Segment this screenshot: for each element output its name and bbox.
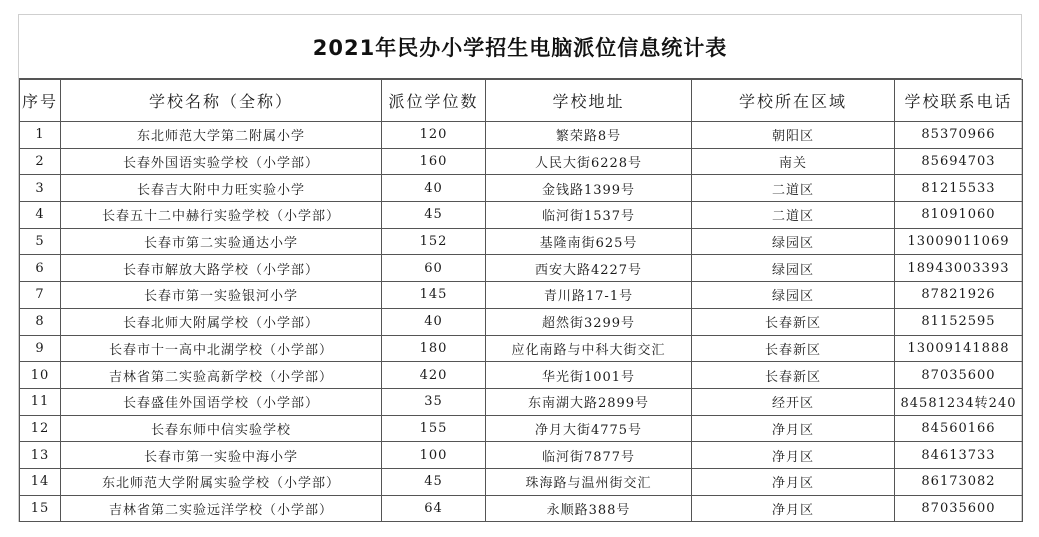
phone-cell: 86173082 (895, 468, 1023, 495)
table-row (20, 388, 1023, 415)
header-address: 学校地址 (486, 80, 692, 122)
phone-cell: 18943003393 (895, 255, 1023, 282)
phone-cell: 84613733 (895, 442, 1023, 469)
seats-cell: 40 (382, 308, 486, 335)
table-row (20, 468, 1023, 495)
school-name-cell: 长春市解放大路学校（小学部） (61, 255, 382, 282)
table-row (20, 175, 1023, 202)
district-cell: 朝阳区 (692, 122, 895, 149)
table-title: 2021年民办小学招生电脑派位信息统计表 (312, 35, 728, 60)
table-row (20, 362, 1023, 389)
school-name-cell: 吉林省第二实验高新学校（小学部） (61, 362, 382, 389)
address-cell: 人民大街6228号 (486, 148, 692, 175)
district-cell: 长春新区 (692, 308, 895, 335)
seats-cell: 35 (382, 388, 486, 415)
header-district: 学校所在区域 (692, 80, 895, 122)
row-number-cell: 10 (20, 362, 61, 389)
table-row (20, 308, 1023, 335)
table-row (20, 442, 1023, 469)
seats-cell: 60 (382, 255, 486, 282)
table-row (20, 415, 1023, 442)
district-cell: 长春新区 (692, 335, 895, 362)
school-name-cell: 长春市十一高中北湖学校（小学部） (61, 335, 382, 362)
table-row (20, 335, 1023, 362)
address-cell: 应化南路与中科大街交汇 (486, 335, 692, 362)
seats-cell: 120 (382, 122, 486, 149)
district-cell: 南关 (692, 148, 895, 175)
address-cell: 临河街1537号 (486, 202, 692, 229)
district-cell: 绿园区 (692, 255, 895, 282)
seats-cell: 100 (382, 442, 486, 469)
district-cell: 经开区 (692, 388, 895, 415)
school-name-cell: 长春外国语实验学校（小学部） (61, 148, 382, 175)
seats-cell: 420 (382, 362, 486, 389)
seats-cell: 160 (382, 148, 486, 175)
district-cell: 长春新区 (692, 362, 895, 389)
address-cell: 临河街7877号 (486, 442, 692, 469)
phone-cell: 85694703 (895, 148, 1023, 175)
district-cell: 净月区 (692, 415, 895, 442)
address-cell: 超然街3299号 (486, 308, 692, 335)
school-name-cell: 东北师范大学附属实验学校（小学部） (61, 468, 382, 495)
address-cell: 青川路17-1号 (486, 282, 692, 309)
seats-cell: 64 (382, 495, 486, 522)
seats-cell: 145 (382, 282, 486, 309)
district-cell: 净月区 (692, 468, 895, 495)
row-number-cell: 4 (20, 202, 61, 229)
row-number-cell: 1 (20, 122, 61, 149)
table-body (20, 122, 1023, 522)
phone-cell: 85370966 (895, 122, 1023, 149)
school-name-cell: 东北师范大学第二附属小学 (61, 122, 382, 149)
header-school-name: 学校名称（全称） (61, 80, 382, 122)
address-cell: 西安大路4227号 (486, 255, 692, 282)
row-number-cell: 11 (20, 388, 61, 415)
header-seats: 派位学位数 (382, 80, 486, 122)
row-number-cell: 2 (20, 148, 61, 175)
row-number-cell: 9 (20, 335, 61, 362)
address-cell: 基隆南街625号 (486, 228, 692, 255)
phone-cell: 87821926 (895, 282, 1023, 309)
header-row (20, 80, 1023, 122)
row-number-cell: 3 (20, 175, 61, 202)
table-row (20, 282, 1023, 309)
table-row (20, 255, 1023, 282)
row-number-cell: 13 (20, 442, 61, 469)
table-row (20, 228, 1023, 255)
phone-cell: 84560166 (895, 415, 1023, 442)
district-cell: 净月区 (692, 442, 895, 469)
address-cell: 华光街1001号 (486, 362, 692, 389)
address-cell: 东南湖大路2899号 (486, 388, 692, 415)
district-cell: 绿园区 (692, 282, 895, 309)
header-no: 序号 (20, 80, 61, 122)
address-cell: 永顺路388号 (486, 495, 692, 522)
seats-cell: 40 (382, 175, 486, 202)
phone-cell: 87035600 (895, 495, 1023, 522)
row-number-cell: 15 (20, 495, 61, 522)
district-cell: 绿园区 (692, 228, 895, 255)
phone-cell: 84581234转240 (895, 388, 1023, 415)
phone-cell: 81215533 (895, 175, 1023, 202)
spreadsheet-sheet (18, 14, 1022, 522)
seats-cell: 180 (382, 335, 486, 362)
row-number-cell: 12 (20, 415, 61, 442)
school-name-cell: 长春北师大附属学校（小学部） (61, 308, 382, 335)
school-name-cell: 长春东师中信实验学校 (61, 415, 382, 442)
phone-cell: 13009141888 (895, 335, 1023, 362)
address-cell: 珠海路与温州街交汇 (486, 468, 692, 495)
district-cell: 二道区 (692, 175, 895, 202)
table-row (20, 122, 1023, 149)
address-cell: 繁荣路8号 (486, 122, 692, 149)
phone-cell: 81152595 (895, 308, 1023, 335)
phone-cell: 87035600 (895, 362, 1023, 389)
school-name-cell: 长春五十二中赫行实验学校（小学部） (61, 202, 382, 229)
title-row (19, 15, 1021, 79)
seats-cell: 155 (382, 415, 486, 442)
seats-cell: 45 (382, 202, 486, 229)
row-number-cell: 5 (20, 228, 61, 255)
phone-cell: 13009011069 (895, 228, 1023, 255)
school-name-cell: 长春吉大附中力旺实验小学 (61, 175, 382, 202)
school-name-cell: 长春盛佳外国语学校（小学部） (61, 388, 382, 415)
row-number-cell: 14 (20, 468, 61, 495)
address-cell: 净月大街4775号 (486, 415, 692, 442)
table-row (20, 148, 1023, 175)
district-cell: 净月区 (692, 495, 895, 522)
school-name-cell: 长春市第二实验通达小学 (61, 228, 382, 255)
table-row (20, 495, 1023, 522)
district-cell: 二道区 (692, 202, 895, 229)
table-row (20, 202, 1023, 229)
school-name-cell: 吉林省第二实验远洋学校（小学部） (61, 495, 382, 522)
school-name-cell: 长春市第一实验银河小学 (61, 282, 382, 309)
seats-cell: 45 (382, 468, 486, 495)
row-number-cell: 6 (20, 255, 61, 282)
school-table (19, 79, 1023, 522)
phone-cell: 81091060 (895, 202, 1023, 229)
seats-cell: 152 (382, 228, 486, 255)
row-number-cell: 8 (20, 308, 61, 335)
row-number-cell: 7 (20, 282, 61, 309)
school-name-cell: 长春市第一实验中海小学 (61, 442, 382, 469)
address-cell: 金钱路1399号 (486, 175, 692, 202)
header-phone: 学校联系电话 (895, 80, 1023, 122)
